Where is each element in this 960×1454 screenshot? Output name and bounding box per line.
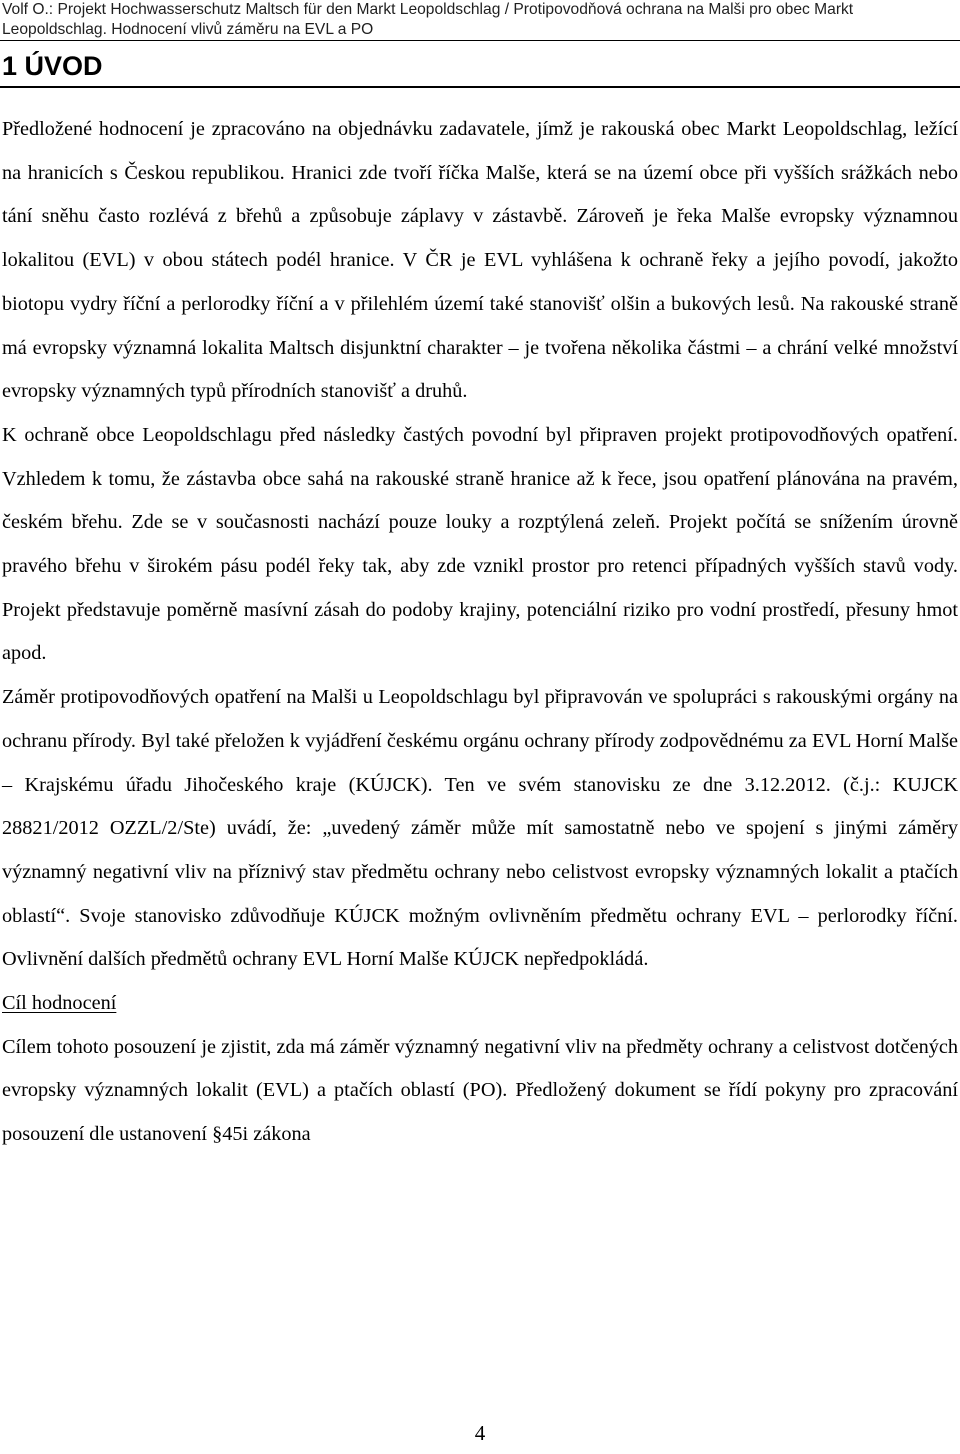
chapter-title: 1 ÚVOD [2, 51, 103, 81]
document-body [2, 108, 958, 1157]
running-header [2, 0, 958, 40]
paragraph-authority-opinion: Záměr protipovodňových opatření na Malši u Leopoldschlagu byl připravován ve spolupráci s rakouskými orgány na ochranu přírody. Byl také přeložen k vyjádření českému orgánu ochrany přírody zodpovědnému za EVL Horní Malše – Krajskému úřadu Jihočeského kraje (KÚJCK). Ten ve svém stanovisku ze dne 3.12.2012. (č.j.: KUJCK 28821/2012 OZZL/2/Ste) uvádí, že: „uvedený záměr může mít samostatně nebo ve spojení s jinými záměry významný negativní vliv na příznivý stav předmětu ochrany nebo celistvost evropsky významných lokalit a ptačích oblastí“. Svoje stanovisko zdůvodňuje KÚJCK možným ovlivněním předmětu ochrany EVL – perlorodky říční. Ovlivnění dalších předmětů ochrany EVL Horní Malše KÚJCK nepředpokládá. [2, 686, 958, 971]
running-header-line-1: Volf O.: Projekt Hochwasserschutz Maltsch für den Markt Leopoldschlag / Protipovodňová ochrana na Malši pro obec Markt [2, 1, 854, 18]
paragraph-intro: Předložené hodnocení je zpracováno na objednávku zadavatele, jímž je rakouská obec Markt Leopoldschlag, ležící na hranicích s Českou republikou. Hranici zde tvoří říčka Malše, která se na území obce při vyšších srážkách nebo tání sněhu často rozlévá z břehů a způsobuje záplavy v zástavbě. Zároveň je řeka Malše evropsky významnou lokalitou (EVL) v obou státech podél hranice. V ČR je EVL vyhlášena k ochraně řeky a jejího povodí, jakožto biotopu vydry říční a perlorodky říční a v přilehlém území také stanovišť olšin a bukových lesů. Na rakouské straně má evropsky významná lokalita Maltsch disjunktní charakter – je tvořena několika částmi – a chrání velké množství evropsky významných typů přírodních stanovišť a druhů. [2, 118, 958, 403]
chapter-title-divider [0, 86, 960, 88]
header-divider [0, 40, 960, 41]
running-header-line-2: Leopoldschlag. Hodnocení vlivů záměru na EVL a PO [2, 21, 374, 38]
paragraph-project: K ochraně obce Leopoldschlagu před následky častých povodní byl připraven projekt protipovodňových opatření. Vzhledem k tomu, že zástavba obce sahá na rakouské straně hranice až k řece, jsou opatření plánována na pravém, českém břehu. Zde se v současnosti nachází pouze louky a rozptýlená zeleň. Projekt počítá se snížením úrovně pravého břehu v širokém pásu podél řeky tak, aby zde vznikl prostor pro retenci případných vyšších stavů vody. Projekt představuje poměrně masívní zásah do podoby krajiny, potenciální riziko pro vodní prostředí, přesuny hmot apod. [2, 423, 958, 665]
section-heading-cil-hodnoceni: Cíl hodnocení [2, 992, 117, 1015]
paragraph-assessment-goal: Cílem tohoto posouzení je zjistit, zda má záměr významný negativní vliv na předměty ochrany a celistvost dotčených evropsky významných lokalit (EVL) a ptačích oblastí (PO). Předložený dokument se řídí pokyny pro zpracování posouzení dle ustanovení §45i zákona [2, 1035, 958, 1146]
page-number: 4 [474, 1421, 486, 1445]
